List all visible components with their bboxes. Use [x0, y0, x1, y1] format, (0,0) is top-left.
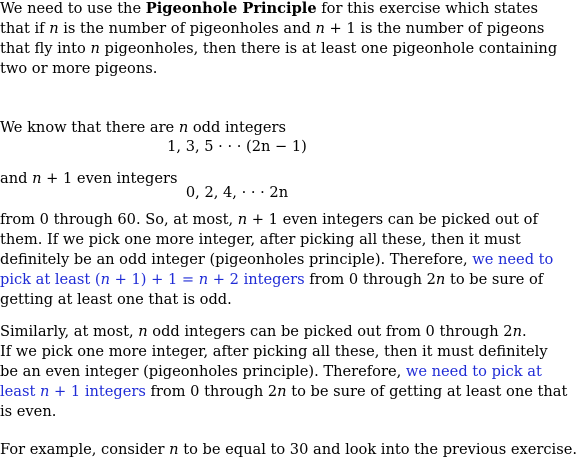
p3-line-2: If we pick one more integer, after picking all these, then it must definitely: [0, 343, 548, 360]
highlighted-conclusion-cont: pick at least (n + 1) + 1 = n + 2 integers: [0, 271, 305, 288]
p3-line-1: Similarly, at most, n odd integers can be picked out from 0 through 2n.: [0, 323, 527, 340]
p2-line-4: pick at least (n + 1) + 1 = n + 2 integers from 0 through 2n to be sure of: [0, 271, 544, 288]
even-sequence-formula: 0, 2, 4, · · · 2n: [185, 184, 289, 201]
p2-intro: We know that there are n odd integers: [0, 119, 286, 136]
p3-line-4: least n + 1 integers from 0 through 2n to be sure of getting at least one that: [0, 383, 568, 400]
p1-line-2: that if n is the number of pigeonholes and n + 1 is the number of pigeons: [0, 20, 545, 37]
p4-line-1: For example, consider n to be equal to 30 and look into the previous exercise.: [0, 441, 577, 458]
p1-line-3: that fly into n pigeonholes, then there is at least one pigeonhole containing: [0, 40, 558, 57]
odd-sequence-formula: 1, 3, 5 · · · (2n − 1): [167, 138, 307, 155]
highlighted-conclusion: we need to: [472, 251, 554, 268]
p3-line-5: is even.: [0, 403, 57, 420]
p2-even-intro: and n + 1 even integers: [0, 170, 178, 187]
highlighted-conclusion-2: we need to pick at: [405, 363, 542, 380]
highlighted-conclusion-2-cont: least n + 1 integers: [0, 383, 146, 400]
p1-line-1: We need to use the Pigeonhole Principle for this exercise which states: [0, 0, 539, 17]
p2-line-3: definitely be an odd integer (pigeonholes principle). Therefore, we need to: [0, 251, 554, 268]
p2-line-1: from 0 through 60. So, at most, n + 1 even integers can be picked out of: [0, 211, 538, 228]
p3-line-3: be an even integer (pigeonholes principle). Therefore, we need to pick at: [0, 363, 542, 380]
p1-line-4: two or more pigeons.: [0, 60, 158, 77]
p2-line-5: getting at least one that is odd.: [0, 291, 232, 308]
pigeonhole-principle-term: Pigeonhole Principle: [145, 0, 317, 17]
p2-line-2: them. If we pick one more integer, after picking all these, then it must: [0, 231, 521, 248]
